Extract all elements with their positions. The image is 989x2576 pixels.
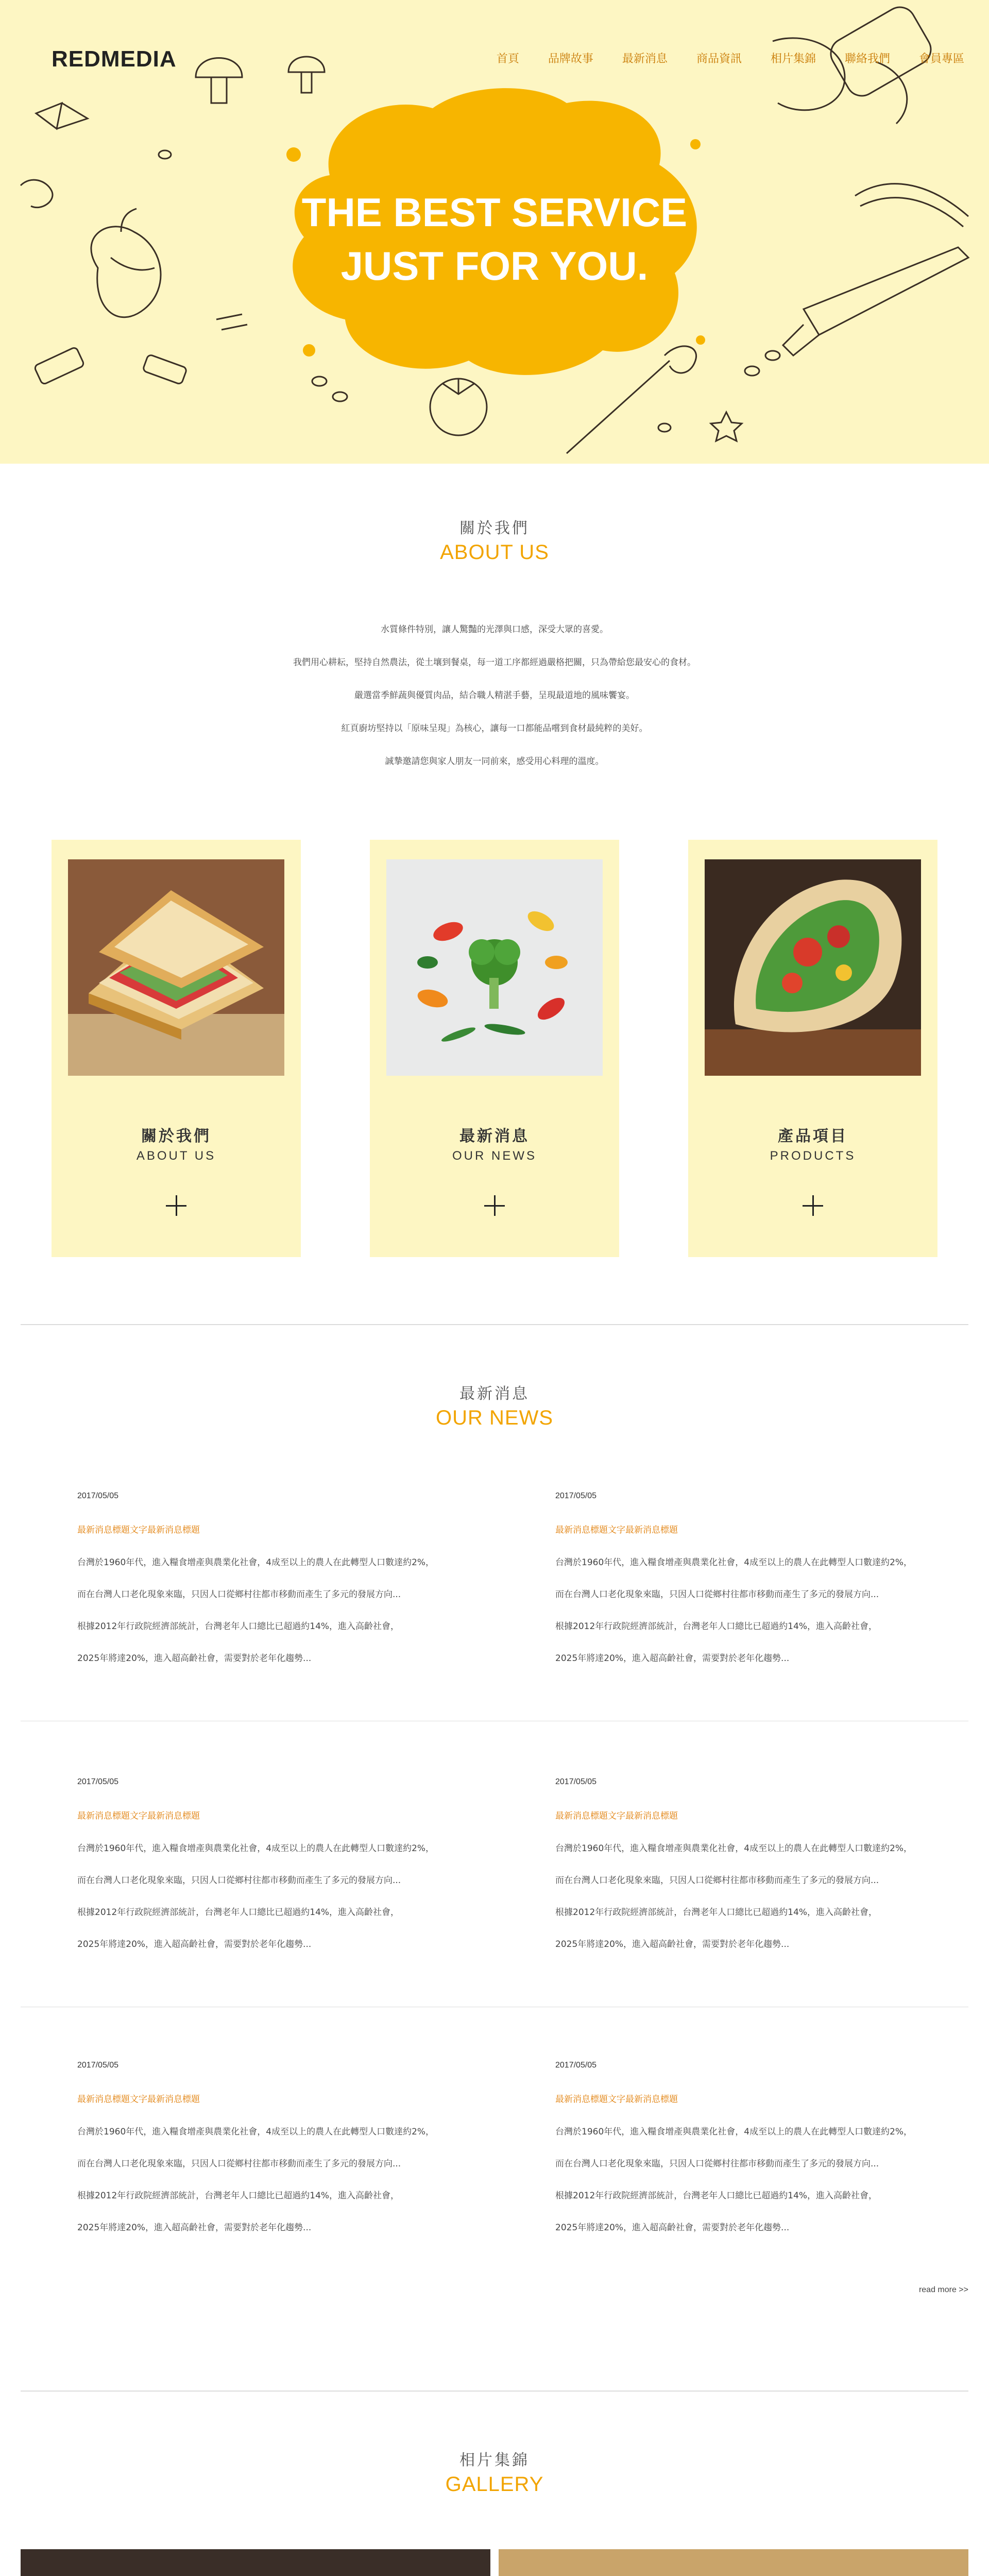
nav-member[interactable]: 會員專區 <box>918 53 964 65</box>
card-title-zh: 產品項目 <box>778 1127 848 1145</box>
news-text: 台灣於1960年代，進入糧食增產與農業化社會，4成至以上的農人在此轉型人口數達約2%， <box>77 1557 435 1568</box>
news-title-link[interactable]: 最新消息標題文字最新消息標題 <box>77 1525 200 1535</box>
card-products[interactable] <box>688 840 937 1257</box>
news-item[interactable] <box>555 1777 936 1950</box>
about-paragraph: 紅頁廚坊堅持以「原味呈現」為核心，讓每一口都能品嚐到食材最純粹的美好。 <box>341 723 648 734</box>
about-paragraph: 嚴選當季鮮蔬與優質肉品，結合職人精湛手藝，呈現最道地的風味饗宴。 <box>354 690 635 701</box>
news-text: 台灣於1960年代，進入糧食增產與農業化社會，4成至以上的農人在此轉型人口數達約2%， <box>555 1843 913 1854</box>
section-divider <box>21 1324 968 1325</box>
news-title-link[interactable]: 最新消息標題文字最新消息標題 <box>555 1525 678 1535</box>
hero-banner <box>0 0 989 464</box>
gallery-title-en: GALLERY <box>445 2473 544 2496</box>
news-text: 2025年將達20%，進入超高齡社會，需要對於老年化趨勢... <box>555 2223 790 2233</box>
news-heading <box>0 1381 989 1430</box>
news-date: 2017/05/05 <box>555 1492 597 1500</box>
news-title-zh: 最新消息 <box>459 1385 530 1403</box>
news-item[interactable] <box>77 2061 458 2233</box>
gallery-photo-steak-salad[interactable] <box>21 2549 490 2576</box>
news-text: 2025年將達20%，進入超高齡社會，需要對於老年化趨勢... <box>77 1653 312 1664</box>
gallery-photo-burger[interactable] <box>499 2549 968 2576</box>
nav-news[interactable]: 最新消息 <box>622 53 668 65</box>
about-heading <box>0 515 989 564</box>
news-text: 根據2012年行政院經濟部統計，台灣老年人口總比已超過約14%，進入高齡社會， <box>555 1907 878 1918</box>
news-text: 根據2012年行政院經濟部統計，台灣老年人口總比已超過約14%，進入高齡社會， <box>77 1907 400 1918</box>
nav-contact[interactable]: 聯絡我們 <box>844 53 890 65</box>
news-title-en: OUR NEWS <box>436 1406 553 1429</box>
gallery-heading <box>0 2447 989 2496</box>
news-text: 台灣於1960年代，進入糧食增產與農業化社會，4成至以上的農人在此轉型人口數達約2%， <box>77 2127 435 2137</box>
card-title-en: PRODUCTS <box>770 1149 856 1163</box>
hero-headline <box>288 185 701 293</box>
nav-home[interactable]: 首頁 <box>496 53 519 65</box>
about-paragraph: 誠摯邀請您與家人朋友一同前來，感受用心料理的溫度。 <box>385 756 604 767</box>
news-text: 根據2012年行政院經濟部統計，台灣老年人口總比已超過約14%，進入高齡社會， <box>77 2191 400 2201</box>
about-description <box>185 613 804 778</box>
vegetables-photo <box>386 859 603 1076</box>
about-title-zh: 關於我們 <box>459 519 530 537</box>
plus-icon[interactable] <box>803 1195 823 1216</box>
about-paragraph: 水質條件特別，讓人驚豔的光澤與口感，深受大眾的喜愛。 <box>381 624 608 635</box>
news-text: 2025年將達20%，進入超高齡社會，需要對於老年化趨勢... <box>77 2223 312 2233</box>
hero-line-2: JUST FOR YOU. <box>340 243 649 289</box>
news-item[interactable] <box>555 1492 936 1664</box>
news-title-link[interactable]: 最新消息標題文字最新消息標題 <box>77 1811 200 1821</box>
news-item[interactable] <box>77 1492 458 1664</box>
news-text: 台灣於1960年代，進入糧食增產與農業化社會，4成至以上的農人在此轉型人口數達約2%， <box>555 1557 913 1568</box>
hero-line-1: THE BEST SERVICE <box>301 190 688 235</box>
news-title-link[interactable]: 最新消息標題文字最新消息標題 <box>77 2094 200 2105</box>
news-text: 根據2012年行政院經濟部統計，台灣老年人口總比已超過約14%，進入高齡社會， <box>555 1621 878 1632</box>
about-title-en: ABOUT US <box>440 541 549 564</box>
read-more-link[interactable]: read more >> <box>918 2285 968 2294</box>
card-about[interactable] <box>52 840 301 1257</box>
news-text: 台灣於1960年代，進入糧食增產與農業化社會，4成至以上的農人在此轉型人口數達約2%， <box>77 1843 435 1854</box>
plus-icon[interactable] <box>166 1195 186 1216</box>
news-text: 台灣於1960年代，進入糧食增產與農業化社會，4成至以上的農人在此轉型人口數達約2%， <box>555 2127 913 2137</box>
news-text: 而在台灣人口老化現象來臨，只因人口從鄉村往都市移動而產生了多元的發展方向... <box>555 1875 879 1886</box>
news-item[interactable] <box>77 1777 458 1950</box>
news-item[interactable] <box>555 2061 936 2233</box>
news-text: 而在台灣人口老化現象來臨，只因人口從鄉村往都市移動而產生了多元的發展方向... <box>77 2159 401 2169</box>
news-text: 而在台灣人口老化現象來臨，只因人口從鄉村往都市移動而產生了多元的發展方向... <box>77 1875 401 1886</box>
site-logo[interactable]: REDMEDIA <box>52 46 177 72</box>
card-title-zh: 最新消息 <box>459 1127 530 1145</box>
plus-icon[interactable] <box>484 1195 505 1216</box>
wrap-photo <box>705 859 921 1076</box>
nav-brand-story[interactable]: 品牌故事 <box>548 53 593 65</box>
gallery-title-zh: 相片集錦 <box>459 2451 530 2469</box>
feature-cards <box>0 840 989 1257</box>
main-nav <box>482 52 979 67</box>
news-title-link[interactable]: 最新消息標題文字最新消息標題 <box>555 2094 678 2105</box>
news-date: 2017/05/05 <box>555 1777 597 1786</box>
news-title-link[interactable]: 最新消息標題文字最新消息標題 <box>555 1811 678 1821</box>
card-title-en: ABOUT US <box>136 1149 216 1163</box>
about-paragraph: 我們用心耕耘，堅持自然農法，從土壤到餐桌，每一道工序都經過嚴格把關，只為帶給您最安心的食材。 <box>293 657 696 668</box>
news-text: 2025年將達20%，進入超高齡社會，需要對於老年化趨勢... <box>555 1939 790 1950</box>
news-text: 2025年將達20%，進入超高齡社會，需要對於老年化趨勢... <box>555 1653 790 1664</box>
news-text: 根據2012年行政院經濟部統計，台灣老年人口總比已超過約14%，進入高齡社會， <box>77 1621 400 1632</box>
news-text: 而在台灣人口老化現象來臨，只因人口從鄉村往都市移動而產生了多元的發展方向... <box>555 1589 879 1600</box>
news-text: 2025年將達20%，進入超高齡社會，需要對於老年化趨勢... <box>77 1939 312 1950</box>
news-date: 2017/05/05 <box>77 1777 119 1786</box>
news-date: 2017/05/05 <box>555 2061 597 2070</box>
news-date: 2017/05/05 <box>77 2061 119 2070</box>
card-title-zh: 關於我們 <box>141 1127 211 1145</box>
nav-products[interactable]: 商品資訊 <box>696 53 742 65</box>
section-divider <box>21 2391 968 2392</box>
card-title-en: OUR NEWS <box>452 1149 537 1163</box>
news-date: 2017/05/05 <box>77 1492 119 1500</box>
news-text: 而在台灣人口老化現象來臨，只因人口從鄉村往都市移動而產生了多元的發展方向... <box>77 1589 401 1600</box>
news-text: 根據2012年行政院經濟部統計，台灣老年人口總比已超過約14%，進入高齡社會， <box>555 2191 878 2201</box>
card-news[interactable] <box>370 840 619 1257</box>
news-text: 而在台灣人口老化現象來臨，只因人口從鄉村往都市移動而產生了多元的發展方向... <box>555 2159 879 2169</box>
nav-gallery[interactable]: 相片集錦 <box>770 53 816 65</box>
sandwich-photo <box>68 859 284 1076</box>
